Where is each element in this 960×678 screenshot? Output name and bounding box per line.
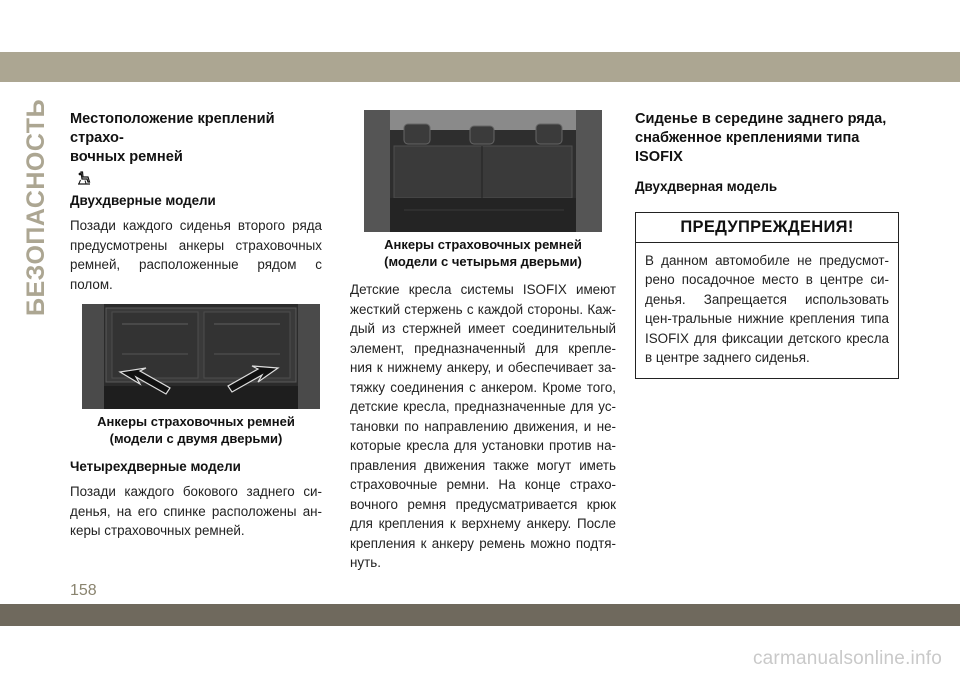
four-door-photo-caption [350,236,616,270]
isofix-paragraph: Детские кресла системы ISOFIX имеют жесткий стержень с каждой стороны. Каж-дый из стержней имеет соединительный элемент, предназначенный для крепле-ния к нижнему анкеру, и обеспечивает за-тяжку соединения с анкером. Кроме того, детские кресла, предназначенные для ус-тановки по направлению движения, и не-которые кресла для установки против на-правления движения также могут иметь страховочные ремни. На конце страхо-вочного ремня предусматривается крюк для крепления к верхнему анкеру. После крепления к анкеру ремень можно подтя-нуть. [350,282,616,570]
heading-line: Местоположение креплений страхо- [70,111,275,146]
two-door-photo-caption [70,413,322,447]
center-seat-heading [635,110,899,167]
four-door-anchors-photo [364,110,602,232]
footer-band [0,604,960,626]
header-band [0,52,960,82]
two-door-model-subheading: Двухдверная модель [635,179,778,194]
warning-text: В данном автомобиле не предусмот-рено посадочное место в центре си-денья. Запрещается использовать цен-тральные нижние крепления типа ISOFIX для фиксации детского кресла в центре заднего сиденья. [645,252,889,365]
column-2 [350,110,616,573]
caption-line: Анкеры страховочных ремней [97,414,295,429]
two-door-anchors-photo [82,304,320,409]
heading-line: ISOFIX [635,149,683,165]
two-door-paragraph: Позади каждого сиденья второго ряда предусмотрены анкеры страховочных ремней, расположенные рядом с полом. [70,218,322,292]
column-3 [635,110,899,379]
caption-line: (модели с двумя дверьми) [109,431,283,446]
two-door-subheading: Двухдверные модели [70,193,216,208]
warning-box [635,212,899,379]
heading-line: снабженное креплениями типа [635,130,860,146]
four-door-subheading: Четырехдверные модели [70,459,241,474]
caption-line: Анкеры страховочных ремней [384,237,582,252]
heading-line: вочных ремней [70,149,183,165]
section-side-title: БЕЗОПАСНОСТЬ [22,98,50,316]
warning-title: ПРЕДУПРЕЖДЕНИЯ! [636,213,898,243]
watermark: carmanualsonline.info [752,648,942,669]
column-1 [70,110,322,541]
heading-line: Сиденье в середине заднего ряда, [635,111,887,127]
child-seat-icon [76,171,92,185]
page-number: 158 [70,582,97,599]
anchor-location-heading [70,110,322,167]
four-door-paragraph: Позади каждого бокового заднего си-денья, на его спинке расположены ан-керы страховочных ремней. [70,484,322,538]
caption-line: (модели с четырьмя дверьми) [384,254,582,269]
